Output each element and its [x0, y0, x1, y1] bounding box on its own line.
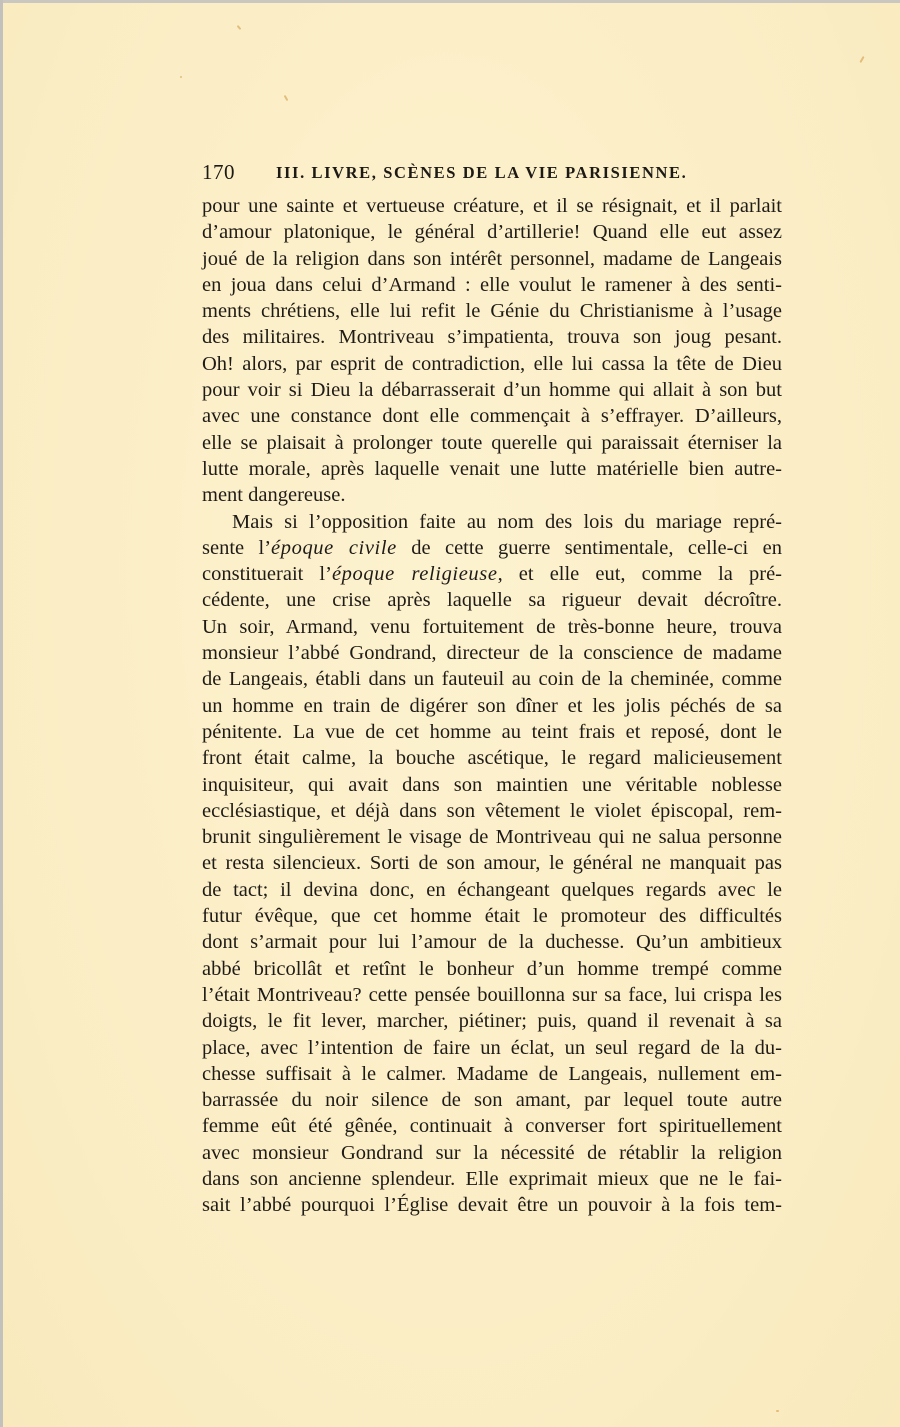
text-line — [202, 219, 782, 245]
text-segment: Mais si l’opposition faite au nom des lois du mariage repré- — [232, 510, 782, 533]
text-segment: sente l’ — [202, 536, 272, 559]
text-segment: brunit singulièrement le visage de Montriveau qui ne salua personne — [202, 826, 782, 849]
text-line — [202, 1035, 782, 1061]
text-line — [202, 1140, 782, 1166]
italic-phrase: époque civile — [271, 536, 397, 559]
text-line — [202, 693, 782, 719]
text-line — [202, 745, 782, 771]
text-line — [202, 640, 782, 666]
page-number: 170 — [202, 160, 235, 184]
text-line — [202, 1087, 782, 1113]
text-segment: Oh! alors, par esprit de contradiction, elle lui cassa la tête de Dieu — [202, 352, 782, 375]
text-segment: des militaires. Montriveau s’impatienta, trouva son joug pesant. — [202, 326, 782, 349]
text-segment: place, avec l’intention de faire un éclat, un seul regard de la du- — [202, 1036, 782, 1059]
paragraph — [202, 193, 782, 509]
text-segment: ecclésiastique, et déjà dans son vêtement le violet épiscopal, rem- — [202, 799, 782, 822]
text-segment: elle se plaisait à prolonger toute querelle qui paraissait éterniser la — [202, 431, 782, 454]
text-segment: dans son ancienne splendeur. Elle exprimait mieux que ne le fai- — [202, 1167, 782, 1190]
text-segment: d’amour platonique, le général d’artillerie! Quand elle eut assez — [202, 221, 782, 244]
text-segment: l’était Montriveau? cette pensée bouillonna sur sa face, lui crispa les — [202, 983, 782, 1006]
paragraph — [202, 509, 782, 1219]
text-line — [202, 719, 782, 745]
text-line — [202, 587, 782, 613]
text-segment: , et elle eut, comme la pré- — [497, 563, 782, 586]
text-segment: de Langeais, établi dans un fauteuil au coin de la cheminée, comme — [202, 668, 782, 691]
text-line — [202, 1166, 782, 1192]
text-segment: front était calme, la bouche ascétique, le regard malicieusement — [202, 747, 782, 770]
text-segment: ments chrétiens, elle lui refit le Génie du Christianisme à l’usage — [202, 300, 782, 323]
text-line — [202, 798, 782, 824]
text-segment: de cette guerre sentimentale, celle-ci en — [396, 536, 782, 559]
text-segment: avec monsieur Gondrand sur la nécessité de rétablir la religion — [202, 1141, 782, 1164]
text-segment: un homme en train de digérer son dîner et les jolis péchés de sa — [202, 694, 782, 717]
text-line — [202, 509, 782, 535]
text-line — [202, 561, 782, 587]
text-segment: joué de la religion dans son intérêt personnel, madame de Langeais — [202, 247, 782, 270]
paper-speck — [284, 95, 289, 101]
text-segment: Un soir, Armand, venu fortuitement de très-bonne heure, trouva — [202, 615, 782, 638]
text-line — [202, 1113, 782, 1139]
text-line — [202, 193, 782, 219]
text-line — [202, 850, 782, 876]
text-segment: sait l’abbé pourquoi l’Église devait être un pouvoir à la fois tem- — [202, 1194, 782, 1217]
text-line — [202, 246, 782, 272]
text-segment: en joua dans celui d’Armand : elle voulut le ramener à des senti- — [202, 273, 782, 296]
text-segment: inquisiteur, qui avait dans son maintien une véritable noblesse — [202, 773, 782, 796]
text-line — [202, 1008, 782, 1034]
body-text — [202, 193, 782, 1219]
scan-edge-top — [0, 0, 900, 3]
scan-edge-left — [0, 0, 3, 1427]
text-line — [202, 324, 782, 350]
text-segment: abbé bricollât et retînt le bonheur d’un homme trempé comme — [202, 957, 782, 980]
text-segment: constituerait l’ — [202, 563, 332, 586]
text-line — [202, 351, 782, 377]
text-line — [202, 772, 782, 798]
running-head: III. LIVRE, SCÈNES DE LA VIE PARISIENNE. — [276, 163, 688, 182]
text-line — [202, 456, 782, 482]
text-segment: doigts, le fit lever, marcher, piétiner; puis, quand il revenait à sa — [202, 1010, 782, 1033]
page-header — [202, 160, 702, 186]
text-line — [202, 1061, 782, 1087]
text-line — [202, 298, 782, 324]
text-segment: chesse suffisait à le calmer. Madame de Langeais, nullement em- — [202, 1062, 782, 1085]
text-line — [202, 482, 782, 508]
text-line — [202, 1192, 782, 1218]
text-line — [202, 929, 782, 955]
italic-phrase: époque religieuse — [331, 563, 498, 586]
text-segment: barrassée du noir silence de son amant, par lequel toute autre — [202, 1089, 782, 1112]
text-segment: monsieur l’abbé Gondrand, directeur de la conscience de madame — [202, 642, 782, 665]
text-segment: avec une constance dont elle commençait à s’effrayer. D’ailleurs, — [202, 405, 782, 428]
text-line — [202, 535, 782, 561]
text-line — [202, 614, 782, 640]
text-segment: pour une sainte et vertueuse créature, et il se résignait, et il parlait — [202, 195, 782, 217]
text-segment: et resta silencieux. Sorti de son amour, le général ne manquait pas — [202, 852, 782, 875]
text-line — [202, 903, 782, 929]
text-line — [202, 824, 782, 850]
text-segment: de tact; il devina donc, en échangeant quelques regards avec le — [202, 878, 782, 901]
text-line — [202, 956, 782, 982]
paper-speck — [237, 25, 242, 30]
text-segment: pour voir si Dieu la débarrasserait d’un homme qui allait à son but — [202, 379, 782, 402]
text-line — [202, 982, 782, 1008]
text-line — [202, 377, 782, 403]
text-line — [202, 877, 782, 903]
text-segment: pénitente. La vue de cet homme au teint frais et reposé, dont le — [202, 720, 782, 743]
text-segment: futur évêque, que cet homme était le promoteur des difficultés — [202, 905, 782, 928]
text-segment: cédente, une crise après laquelle sa rigueur devait décroître. — [202, 589, 782, 612]
text-line — [202, 666, 782, 692]
text-line — [202, 272, 782, 298]
paper-speck — [859, 56, 864, 63]
text-segment: dont s’armait pour lui l’amour de la duchesse. Qu’un ambitieux — [202, 931, 782, 954]
text-line — [202, 403, 782, 429]
paper-speck — [776, 1410, 779, 1412]
text-segment: femme eût été gênée, continuait à converser fort spirituellement — [202, 1115, 782, 1138]
paper-speck — [180, 76, 182, 78]
text-line — [202, 430, 782, 456]
text-segment: ment dangereuse. — [202, 484, 346, 507]
text-segment: lutte morale, après laquelle venait une lutte matérielle bien autre- — [202, 457, 782, 480]
